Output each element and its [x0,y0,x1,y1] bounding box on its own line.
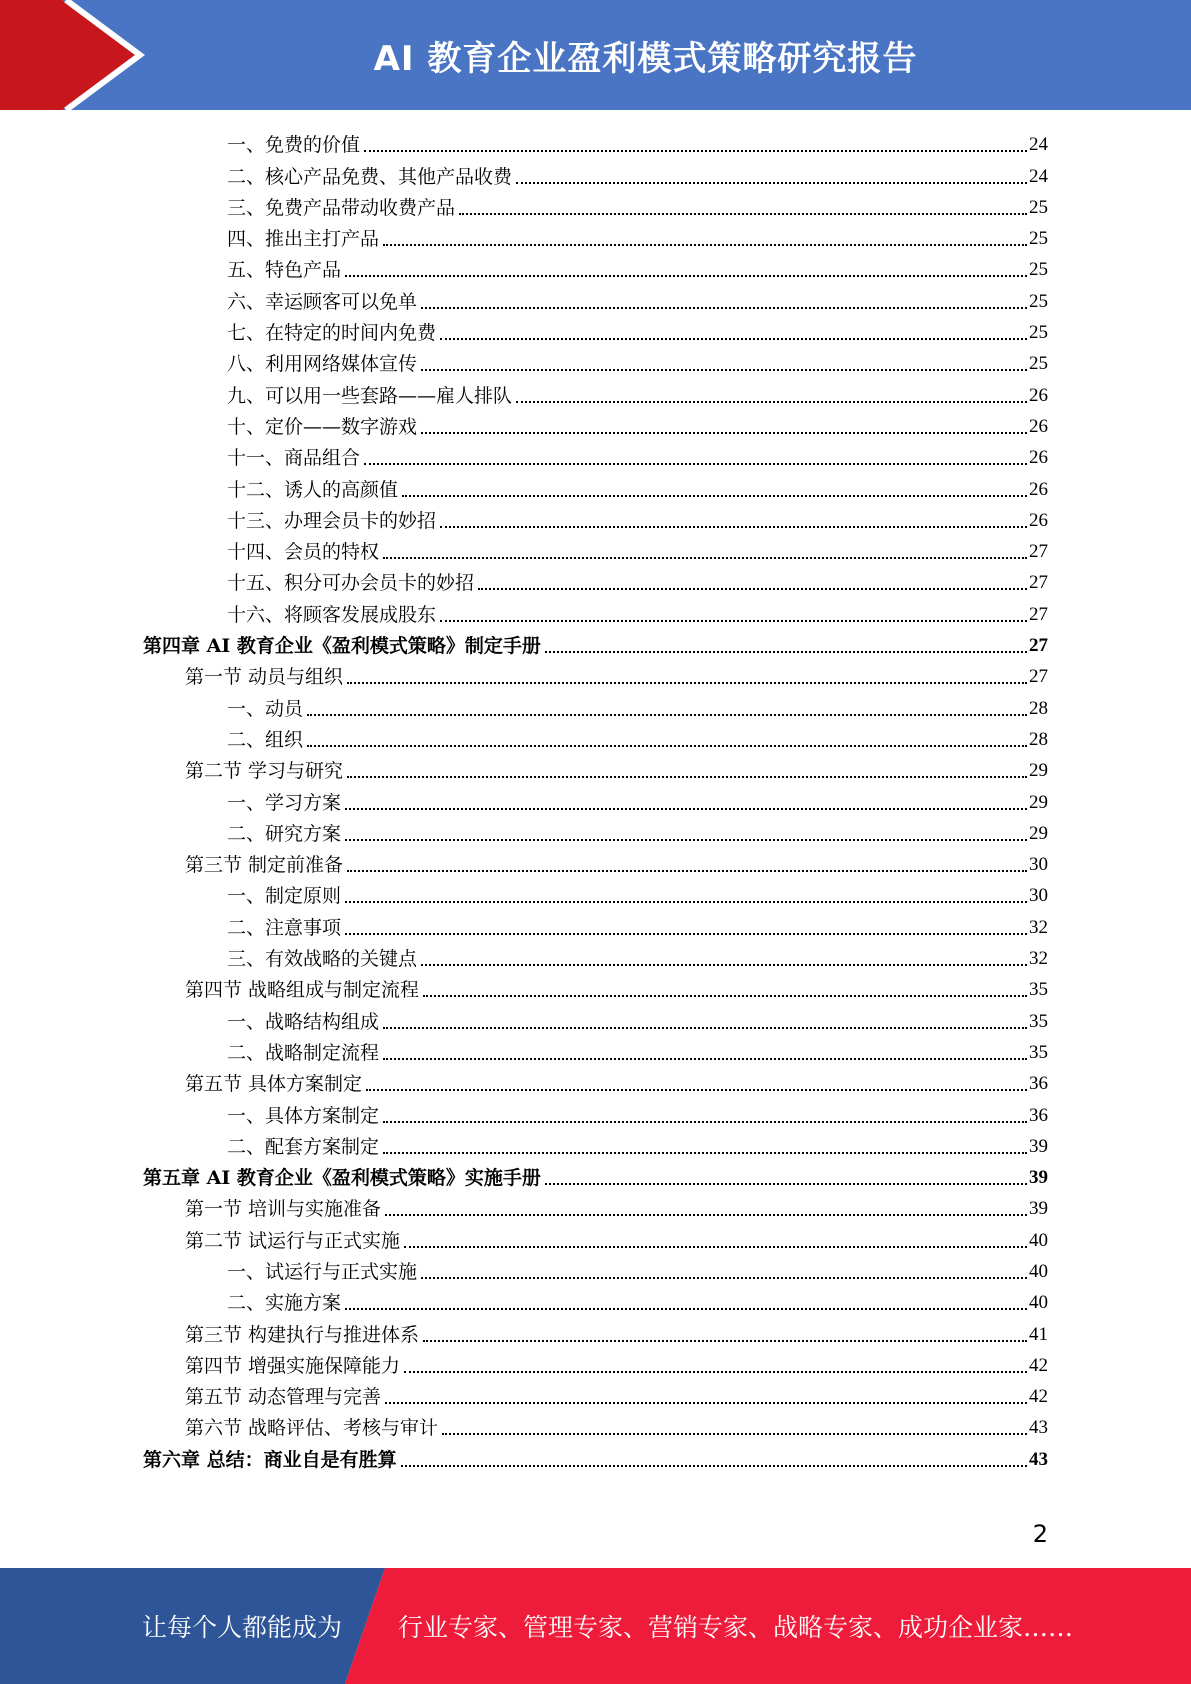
toc-entry-page: 39 [1029,1135,1048,1157]
toc-entry[interactable] [143,595,1048,626]
toc-dot-leader [347,870,1027,872]
toc-dot-leader [364,150,1027,152]
toc-entry-page: 43 [1029,1448,1048,1470]
toc-entry-page: 41 [1029,1323,1048,1345]
toc-entry[interactable] [143,345,1048,376]
toc-entry[interactable] [143,220,1048,251]
toc-entry-page: 40 [1029,1229,1048,1251]
toc-entry[interactable] [143,157,1048,188]
toc-entry-page: 43 [1029,1417,1048,1439]
toc-entry[interactable] [143,1221,1048,1252]
toc-dot-leader [442,1433,1027,1435]
toc-entry-label: 第四章 AI 教育企业《盈利模式策略》制定手册 [143,635,541,658]
footer-slogan-left: 让每个人都能成为 [142,1613,343,1642]
toc-entry-page: 30 [1029,885,1048,907]
toc-entry[interactable] [143,1315,1048,1346]
toc-dot-leader [345,808,1027,810]
toc-entry-page: 29 [1029,760,1048,782]
toc-entry-page: 25 [1029,228,1048,250]
toc-entry-page: 32 [1029,916,1048,938]
toc-dot-leader [423,1340,1027,1342]
toc-dot-leader [404,1371,1027,1373]
toc-dot-leader [383,557,1027,559]
toc-entry-label: 第三节 构建执行与推进体系 [185,1323,420,1346]
header-red-arrow [0,0,135,110]
toc-entry-label: 第一节 动员与组织 [185,666,344,689]
toc-dot-leader [421,307,1027,309]
toc-entry-page: 27 [1029,635,1048,657]
toc-entry-page: 29 [1029,791,1048,813]
toc-entry-page: 27 [1029,541,1048,563]
toc-entry[interactable] [143,251,1048,282]
toc-entry-page: 39 [1029,1198,1048,1220]
toc-entry-label: 一、制定原则 [227,885,342,908]
toc-entry-page: 27 [1029,666,1048,688]
toc-entry-page: 35 [1029,979,1048,1001]
toc-entry-page: 26 [1029,415,1048,437]
toc-entry-label: 十四、会员的特权 [227,541,380,564]
table-of-contents [143,126,1048,1472]
toc-dot-leader [516,401,1027,403]
toc-entry-label: 第六节 战略评估、考核与审计 [185,1417,439,1440]
toc-entry-label: 二、实施方案 [227,1292,342,1315]
toc-entry[interactable] [143,721,1048,752]
toc-entry[interactable] [143,689,1048,720]
toc-entry-page: 25 [1029,322,1048,344]
toc-entry-label: 二、战略制定流程 [227,1041,380,1064]
toc-entry-page: 25 [1029,259,1048,281]
toc-entry-label: 十三、办理会员卡的妙招 [227,509,437,532]
toc-entry[interactable] [143,1284,1048,1315]
toc-dot-leader [478,588,1027,590]
toc-entry-page: 28 [1029,728,1048,750]
toc-dot-leader [345,1308,1027,1310]
toc-entry-label: 四、推出主打产品 [227,228,380,251]
toc-dot-leader [385,1402,1027,1404]
toc-entry[interactable] [143,1409,1048,1440]
toc-entry-label: 五、特色产品 [227,259,342,282]
toc-entry-label: 第二节 学习与研究 [185,760,344,783]
toc-entry-page: 26 [1029,447,1048,469]
toc-entry-page: 26 [1029,509,1048,531]
toc-entry-label: 十一、商品组合 [227,447,361,470]
toc-entry[interactable] [143,126,1048,157]
toc-entry-page: 24 [1029,134,1048,156]
toc-entry-label: 第五节 具体方案制定 [185,1073,363,1096]
toc-entry[interactable] [143,846,1048,877]
toc-entry[interactable] [143,1159,1048,1190]
toc-entry-label: 八、利用网络媒体宣传 [227,353,418,376]
toc-dot-leader [401,1465,1027,1467]
toc-entry-page: 42 [1029,1354,1048,1376]
toc-entry-page: 25 [1029,290,1048,312]
toc-entry-page: 39 [1029,1167,1048,1189]
toc-entry[interactable] [143,314,1048,345]
toc-entry[interactable] [143,470,1048,501]
toc-entry-page: 42 [1029,1386,1048,1408]
toc-entry-page: 25 [1029,196,1048,218]
toc-entry[interactable] [143,1065,1048,1096]
toc-entry[interactable] [143,783,1048,814]
toc-entry-label: 六、幸运顾客可以免单 [227,290,418,313]
toc-entry-label: 一、学习方案 [227,791,342,814]
toc-dot-leader [307,745,1027,747]
toc-entry[interactable] [143,1190,1048,1221]
toc-dot-leader [345,933,1027,935]
toc-entry-label: 一、动员 [227,697,304,720]
toc-entry-page: 40 [1029,1260,1048,1282]
toc-entry-page: 35 [1029,1041,1048,1063]
toc-dot-leader [385,1214,1027,1216]
toc-dot-leader [366,1089,1027,1091]
toc-dot-leader [440,338,1027,340]
toc-entry[interactable] [143,408,1048,439]
toc-dot-leader [383,244,1027,246]
toc-entry-label: 七、在特定的时间内免费 [227,322,437,345]
toc-dot-leader [347,682,1027,684]
toc-entry[interactable] [143,376,1048,407]
toc-entry-label: 三、有效战略的关键点 [227,948,418,971]
toc-entry-label: 二、研究方案 [227,822,342,845]
toc-entry-label: 十六、将顾客发展成股东 [227,603,437,626]
toc-entry-page: 27 [1029,572,1048,594]
toc-entry[interactable] [143,282,1048,313]
toc-dot-leader [307,714,1027,716]
toc-entry-label: 二、核心产品免费、其他产品收费 [227,165,513,188]
footer-slogan-right: 行业专家、管理专家、营销专家、战略专家、成功企业家…… [398,1613,1074,1642]
toc-entry[interactable] [143,533,1048,564]
toc-entry-label: 三、免费产品带动收费产品 [227,196,456,219]
toc-entry-page: 36 [1029,1073,1048,1095]
toc-entry-page: 30 [1029,854,1048,876]
toc-entry-page: 32 [1029,948,1048,970]
toc-entry[interactable] [143,1378,1048,1409]
toc-entry-label: 二、配套方案制定 [227,1135,380,1158]
toc-entry-page: 28 [1029,697,1048,719]
toc-dot-leader [345,901,1027,903]
toc-entry[interactable] [143,1253,1048,1284]
toc-entry-label: 第五节 动态管理与完善 [185,1386,382,1409]
toc-entry[interactable] [143,564,1048,595]
toc-entry[interactable] [143,815,1048,846]
toc-entry[interactable] [143,1096,1048,1127]
toc-dot-leader [347,776,1027,778]
toc-entry-label: 一、战略结构组成 [227,1010,380,1033]
toc-dot-leader [421,964,1027,966]
toc-entry[interactable] [143,658,1048,689]
toc-entry-label: 十、定价——数字游戏 [227,415,418,438]
toc-dot-leader [545,1183,1027,1185]
toc-dot-leader [383,1152,1027,1154]
document-title: AI 教育企业盈利模式策略研究报告 [373,38,918,79]
toc-entry[interactable] [143,502,1048,533]
toc-dot-leader [545,651,1027,653]
toc-dot-leader [383,1027,1027,1029]
footer-band [0,1568,1191,1684]
toc-dot-leader [423,995,1027,997]
toc-entry[interactable] [143,940,1048,971]
toc-dot-leader [421,1277,1027,1279]
toc-entry-page: 27 [1029,603,1048,625]
toc-entry[interactable] [143,1128,1048,1159]
toc-entry-label: 一、具体方案制定 [227,1104,380,1127]
toc-entry-label: 第五章 AI 教育企业《盈利模式策略》实施手册 [143,1167,541,1190]
toc-entry-label: 二、注意事项 [227,916,342,939]
toc-dot-leader [345,839,1027,841]
toc-entry-page: 26 [1029,384,1048,406]
toc-entry-label: 第一节 培训与实施准备 [185,1198,382,1221]
header-band [0,0,1191,110]
toc-entry-page: 40 [1029,1292,1048,1314]
page-number: 2 [1032,1520,1048,1548]
toc-entry-label: 十二、诱人的高颜值 [227,478,399,501]
toc-entry[interactable] [143,1440,1048,1471]
toc-dot-leader [404,1246,1027,1248]
toc-entry[interactable] [143,971,1048,1002]
toc-entry-label: 第二节 试运行与正式实施 [185,1229,401,1252]
toc-dot-leader [440,620,1027,622]
toc-entry[interactable] [143,752,1048,783]
toc-dot-leader [421,369,1027,371]
toc-entry[interactable] [143,877,1048,908]
toc-dot-leader [459,213,1027,215]
toc-dot-leader [440,526,1027,528]
toc-entry[interactable] [143,627,1048,658]
toc-dot-leader [364,463,1027,465]
toc-entry-page: 35 [1029,1010,1048,1032]
toc-entry-page: 25 [1029,353,1048,375]
toc-entry-label: 二、组织 [227,728,304,751]
toc-dot-leader [345,275,1027,277]
toc-entry-label: 一、试运行与正式实施 [227,1260,418,1283]
toc-entry-page: 24 [1029,165,1048,187]
toc-entry[interactable] [143,1034,1048,1065]
toc-entry-label: 十五、积分可办会员卡的妙招 [227,572,475,595]
toc-dot-leader [421,432,1027,434]
toc-entry-label: 第四节 战略组成与制定流程 [185,979,420,1002]
toc-entry-page: 26 [1029,478,1048,500]
toc-entry-page: 36 [1029,1104,1048,1126]
toc-entry[interactable] [143,439,1048,470]
toc-entry[interactable] [143,189,1048,220]
toc-entry-label: 第四节 增强实施保障能力 [185,1354,401,1377]
toc-entry-label: 第三节 制定前准备 [185,854,344,877]
toc-entry-label: 九、可以用一些套路——雇人排队 [227,384,513,407]
toc-entry[interactable] [143,1002,1048,1033]
toc-entry-label: 第六章 总结：商业自是有胜算 [143,1448,397,1471]
toc-dot-leader [383,1121,1027,1123]
toc-entry-page: 29 [1029,822,1048,844]
toc-dot-leader [383,1058,1027,1060]
toc-entry[interactable] [143,908,1048,939]
toc-dot-leader [402,495,1027,497]
toc-entry-label: 一、免费的价值 [227,134,361,157]
toc-dot-leader [516,182,1027,184]
toc-entry[interactable] [143,1347,1048,1378]
